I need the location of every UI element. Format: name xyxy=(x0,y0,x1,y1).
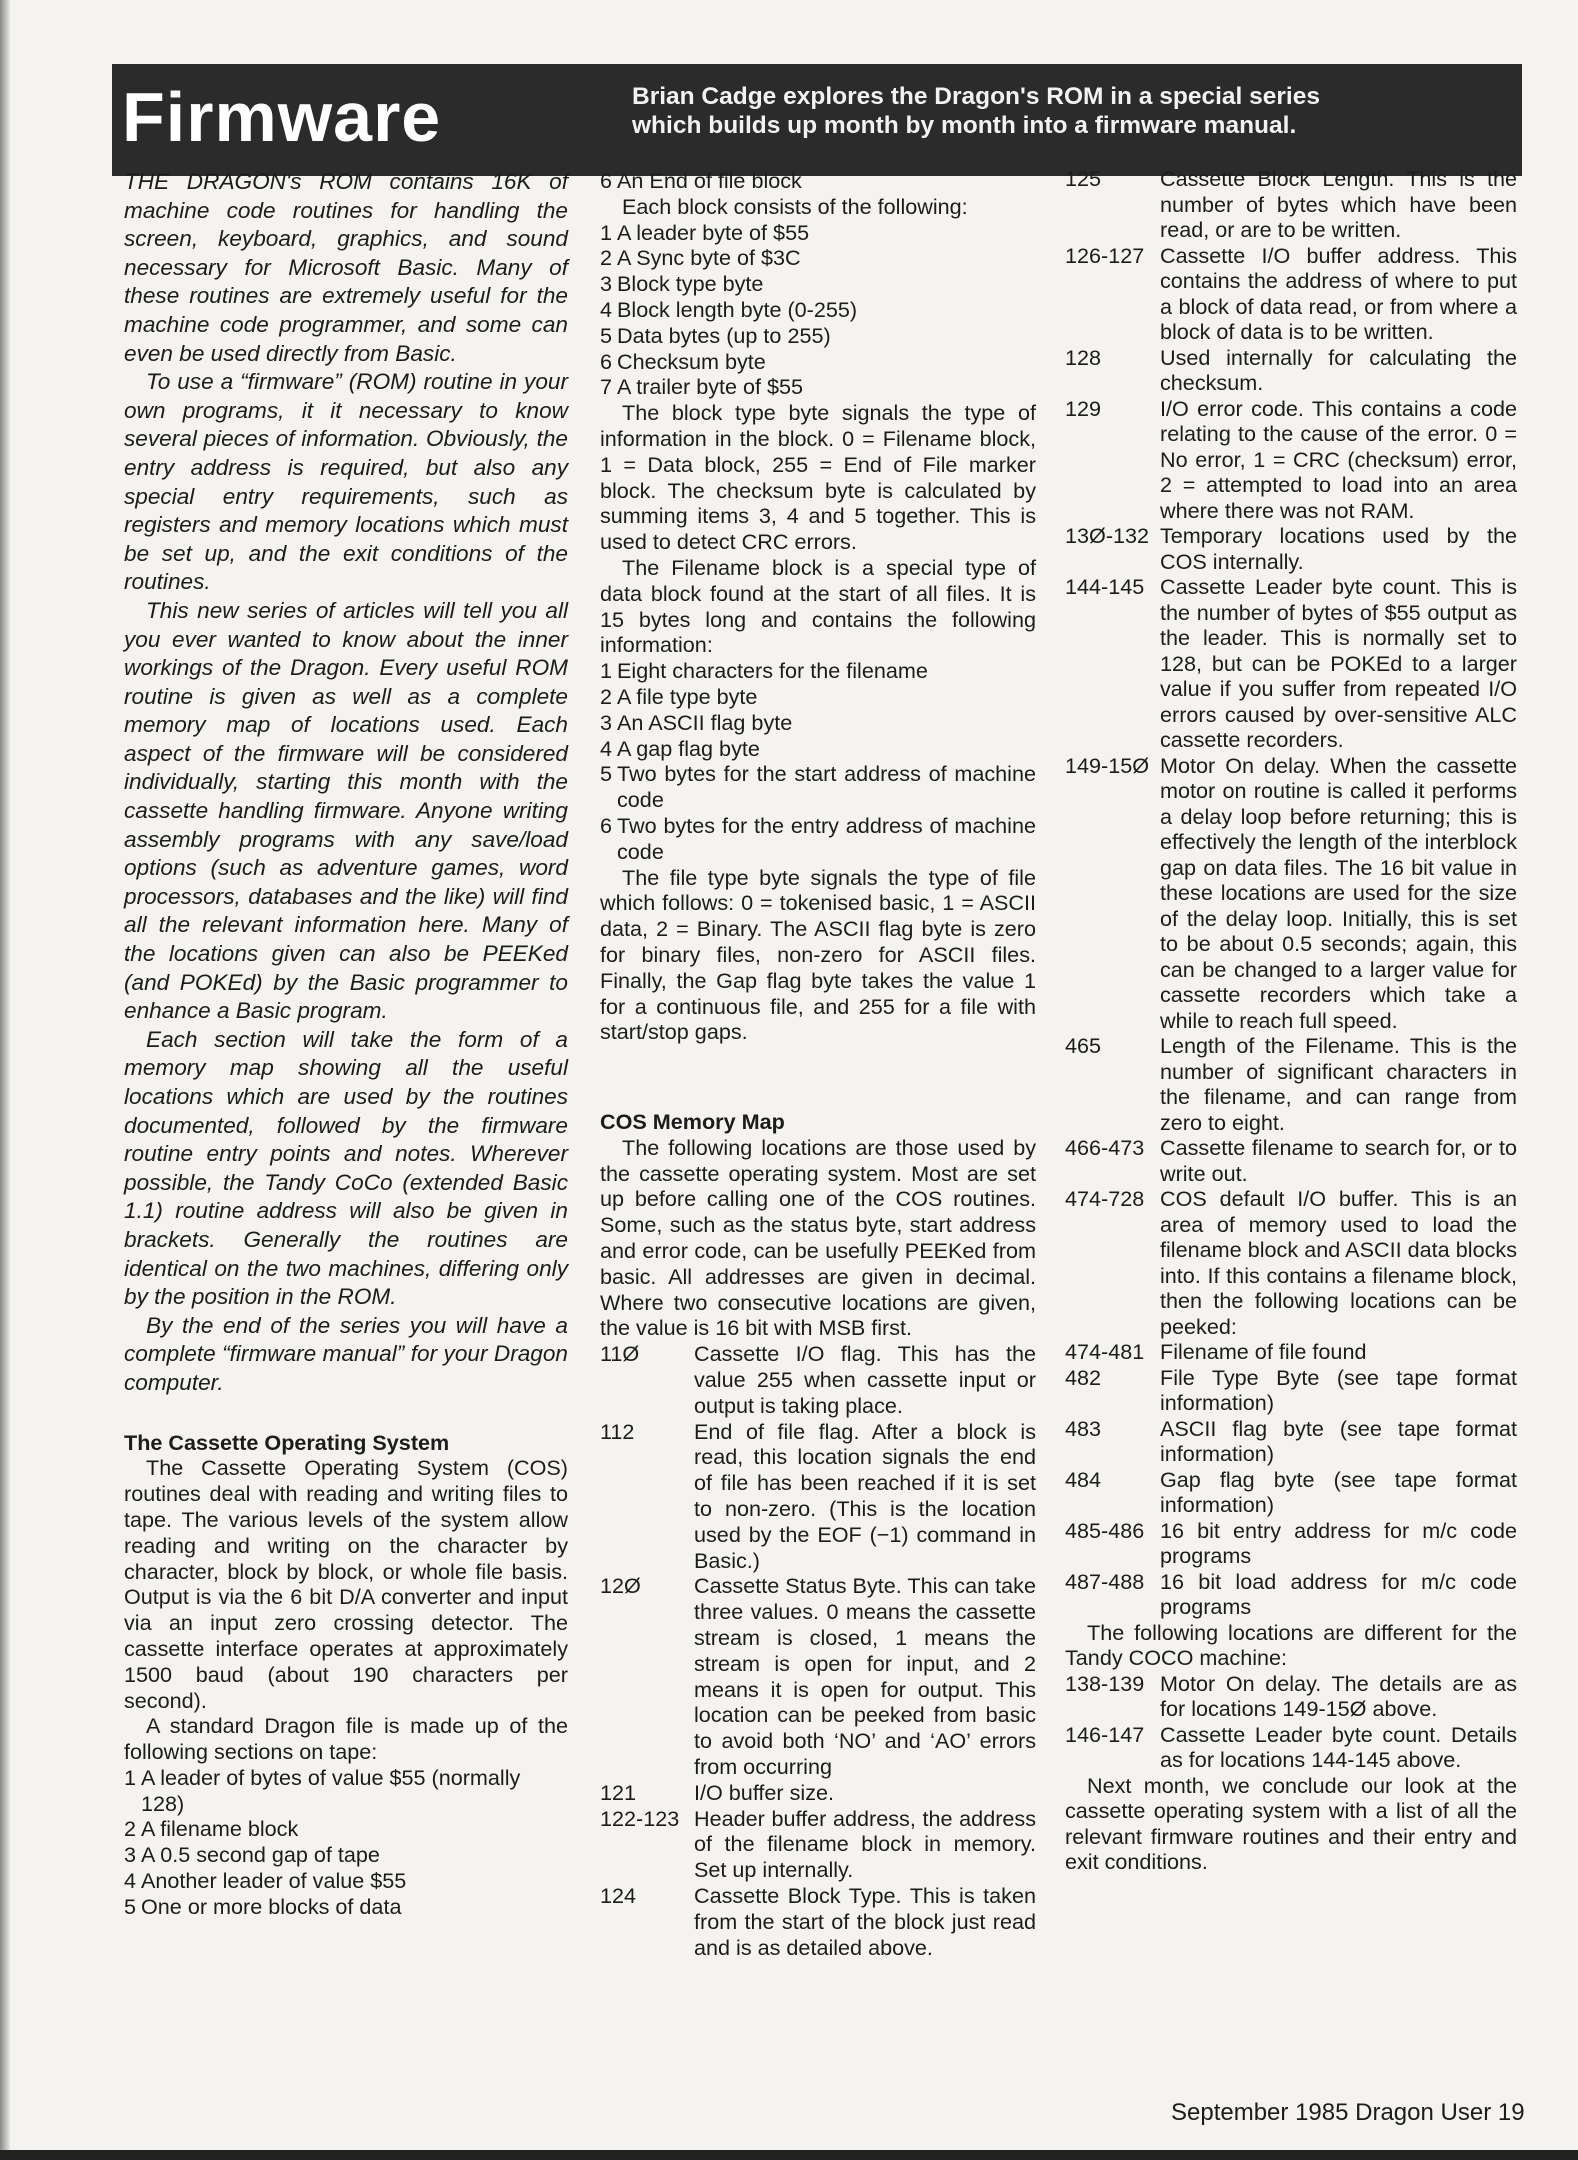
page-footer: September 1985 Dragon User 19 xyxy=(1171,2099,1525,2126)
memory-map-entry: 128 Used internally for calculating the checksum. xyxy=(1065,344,1517,395)
list-item: 3 An ASCII flag byte xyxy=(600,709,793,735)
file-sections-list xyxy=(124,1765,568,1920)
list-item: 5 Two bytes for the start address of machine code xyxy=(600,761,1036,813)
memory-map-entry: 144-145 Cassette Leader byte count. This is the number of bytes of $55 output as the leader. This is normally set to 128, but can be POKEd to a larger value if you suffer from repeated I/O errors caused by over-sensitive ALC cassette recorders. xyxy=(1065,574,1517,752)
page-bottom-edge xyxy=(0,2150,1578,2160)
list-item: 5 Data bytes (up to 255) xyxy=(600,322,831,348)
intro-paragraph: By the end of the series you will have a complete “firmware manual” for your Dragon computer. xyxy=(124,1312,568,1395)
list-item: 2 A filename block xyxy=(124,1816,299,1842)
body-paragraph: The file type byte signals the type of file which follows: 0 = tokenised basic, 1 = ASCII data, 2 = Binary. The ASCII flag byte is zero for binary files, non-zero for ASCII files. Finally, the Gap flag byte takes the value 1 for a continuous file, and 255 for a file with start/stop gaps. xyxy=(600,864,1036,1045)
page-title: Firmware xyxy=(122,78,442,156)
intro-paragraph: Each section will take the form of a memory map showing all the useful locations which are used by the routines documented, followed by the firmware routine entry points and notes. Wherever possible, the Tandy CoCo (extended Basic 1.1) routine address will also be given in brackets. Generally the routines are identical on the two machines, differing only by the position in the ROM. xyxy=(124,1026,568,1310)
memory-map-entry: 149-15Ø Motor On delay. When the cassette motor on routine is called it performs a delay loop before returning; this is effectively the length of the interblock gap on data files. The 16 bit value in these locations are used for the size of the delay loop. Initially, this is set to be about 0.5 seconds; again, this can be changed to a larger value for cassette recorders which take a while to reach full speed. xyxy=(1065,752,1517,1033)
body-paragraph: Next month, we conclude our look at the cassette operating system with a list of all the relevant firmware routines and their entry and exit conditions. xyxy=(1065,1772,1517,1874)
body-paragraph: The Cassette Operating System (COS) routines deal with reading and writing files to tape. The various levels of the system allow reading and writing on the character by character, block by block, or whole file basis. Output is via the 6 bit D/A converter and input via an input zero crossing detector. The cassette interface operates at approximately 1500 baud (about 190 characters per second). xyxy=(124,1455,568,1713)
body-paragraph: The following locations are different for the Tandy COCO machine: xyxy=(1065,1619,1517,1670)
body-paragraph: The Filename block is a special type of data block found at the start of all files. It is 15 bytes long and contains the following information: xyxy=(600,554,1036,658)
memory-map-entry: 129 I/O error code. This contains a code relating to the cause of the error. 0 = No error, 1 = CRC (checksum) error, 2 = attempted to load into an area where there was not RAM. xyxy=(1065,395,1517,523)
body-paragraph: A standard Dragon file is made up of the following sections on tape: xyxy=(124,1713,568,1765)
memory-map-entry: 125 Cassette Block Length. This is the number of bytes which have been read, or are to be written. xyxy=(1065,166,1517,242)
memory-map-entry: 122-123 Header buffer address, the address of the filename block in memory. Set up internally. xyxy=(600,1805,1036,1883)
list-item: 4 Block length byte (0-255) xyxy=(600,296,858,322)
memory-map-entry: 484 Gap flag byte (see tape format information) xyxy=(1065,1466,1517,1517)
list-item: 1 A leader byte of $55 xyxy=(600,219,810,245)
list-item: 4 A gap flag byte xyxy=(600,735,760,761)
memory-map-entries xyxy=(1065,166,1517,1620)
block-items-list xyxy=(600,220,1036,401)
memory-map-entry: 126-127 Cassette I/O buffer address. This contains the address of where to put a block of data read, or from where a block of data is to be written. xyxy=(1065,242,1517,344)
standfirst-line-1: Brian Cadge explores the Dragon's ROM in a special series xyxy=(632,83,1320,110)
column-1 xyxy=(124,168,568,1920)
memory-map-entry: 483 ASCII flag byte (see tape format information) xyxy=(1065,1415,1517,1466)
list-item: 6 Checksum byte xyxy=(600,348,766,374)
column-2 xyxy=(600,168,1036,1960)
list-item: 2 A Sync byte of $3C xyxy=(600,245,801,271)
memory-map-entry: 12Ø Cassette Status Byte. This can take three values. 0 means the cassette stream is closed, 1 means the stream is open for input, and 2 means it is open for output. This location can be peeked from basic to avoid both ‘NO’ and ‘AO’ errors from occurring xyxy=(600,1573,1036,1780)
memory-map-entry: 482 File Type Byte (see tape format information) xyxy=(1065,1364,1517,1415)
memory-map-entry: 485-486 16 bit entry address for m/c code programs xyxy=(1065,1517,1517,1568)
memory-map-entry: 466-473 Cassette filename to search for, or to write out. xyxy=(1065,1135,1517,1186)
memory-map-entry: 13Ø-132 Temporary locations used by the COS internally. xyxy=(1065,523,1517,574)
list-item: 6 An End of file block xyxy=(600,168,802,193)
intro-paragraph: To use a “firmware” (ROM) routine in your own programs, it it necessary to know several pieces of information. Obviously, the entry address is required, but also any special entry requirements, such as registers and memory locations which must be set up, and the exit conditions of the routines. xyxy=(124,369,568,595)
memory-map-entry: 11Ø Cassette I/O flag. This has the value 255 when cassette input or output is taking place. xyxy=(600,1341,1036,1418)
memory-map-entry: 465 Length of the Filename. This is the number of significant characters in the filename, and can range from zero to eight. xyxy=(1065,1033,1517,1135)
memory-map-entry: 138-139 Motor On delay. The details are as for locations 149-15Ø above. xyxy=(1065,1670,1517,1721)
memory-map-entry: 487-488 16 bit load address for m/c code programs xyxy=(1065,1568,1517,1619)
memory-map-entry: 146-147 Cassette Leader byte count. Details as for locations 144-145 above. xyxy=(1065,1721,1517,1772)
list-item: 1 A leader of bytes of value $55 (normally 128) xyxy=(124,1764,521,1816)
column-3 xyxy=(1065,166,1517,1875)
list-item: 3 A 0.5 second gap of tape xyxy=(124,1842,380,1868)
intro-paragraph: THE DRAGON's ROM contains 16K of machine code routines for handling the screen, keyboard, graphics, and sound necessary for Microsoft Basic. Many of these routines are extremely useful for the machine code programmer, and some can even be used directly from Basic. xyxy=(124,169,568,366)
body-paragraph: Each block consists of the following: xyxy=(622,193,968,219)
article-standfirst xyxy=(632,82,1492,140)
header-banner xyxy=(112,64,1522,176)
section-heading-memory-map: COS Memory Map xyxy=(600,1109,785,1135)
page-spine-shadow xyxy=(0,0,10,2160)
body-paragraph: The following locations are those used by the cassette operating system. Most are set up before calling one of the COS routines. Some, such as the status byte, start address and error code, can be usefully PEEKed from basic. All addresses are given in decimal. Where two consecutive locations are given, the value is 16 bit with MSB first. xyxy=(600,1134,1036,1341)
filename-items-list xyxy=(600,658,1036,864)
memory-map-entries xyxy=(600,1341,1036,1960)
list-item: 7 A trailer byte of $55 xyxy=(600,374,804,400)
memory-map-entry: 112 End of file flag. After a block is read, this location signals the end of file has been reached if it is set to non-zero. (This is the location used by the EOF (−1) command in Basic.) xyxy=(600,1418,1036,1573)
list-item: 5 One or more blocks of data xyxy=(124,1893,402,1919)
list-item: 6 Two bytes for the entry address of machine code xyxy=(600,812,1036,864)
list-item: 4 Another leader of value $55 xyxy=(124,1868,407,1894)
intro-paragraph: This new series of articles will tell you all you ever wanted to know about the inner workings of the Dragon. Every useful ROM routine is given as well as a complete memory map of locations used. Each aspect of the firmware will be considered individually, starting this month with the cassette handling firmware. Anyone writing assembly programs with any save/load options (such as adventure games, word processors, databases and the like) will find all the relevant information here. Many of the locations given can also be PEEKed (and POKEd) by the Basic programmer to enhance a Basic program. xyxy=(124,597,568,1024)
list-item: 3 Block type byte xyxy=(600,271,764,297)
list-item: 1 Eight characters for the filename xyxy=(600,658,928,684)
memory-map-entry: 474-481 Filename of file found xyxy=(1065,1339,1367,1364)
standfirst-line-2: which builds up month by month into a firmware manual. xyxy=(632,112,1297,139)
memory-map-entry: 124 Cassette Block Type. This is taken from the start of the block just read and is as detailed above. xyxy=(600,1883,1036,1960)
memory-map-entry: 474-728 COS default I/O buffer. This is an area of memory used to load the filename block and ASCII data blocks into. If this contains a filename block, then the following locations can be peeked: xyxy=(1065,1186,1517,1339)
body-paragraph: The block type byte signals the type of information in the block. 0 = Filename block, 1 = Data block, 255 = End of File marker block. The checksum byte is calculated by summing items 3, 4 and 5 together. This is used to detect CRC errors. xyxy=(600,400,1036,555)
memory-map-entry: 121 I/O buffer size. xyxy=(600,1779,835,1805)
section-heading-cos: The Cassette Operating System xyxy=(124,1429,450,1455)
list-item: 2 A file type byte xyxy=(600,683,758,709)
coco-entries xyxy=(1065,1671,1517,1773)
